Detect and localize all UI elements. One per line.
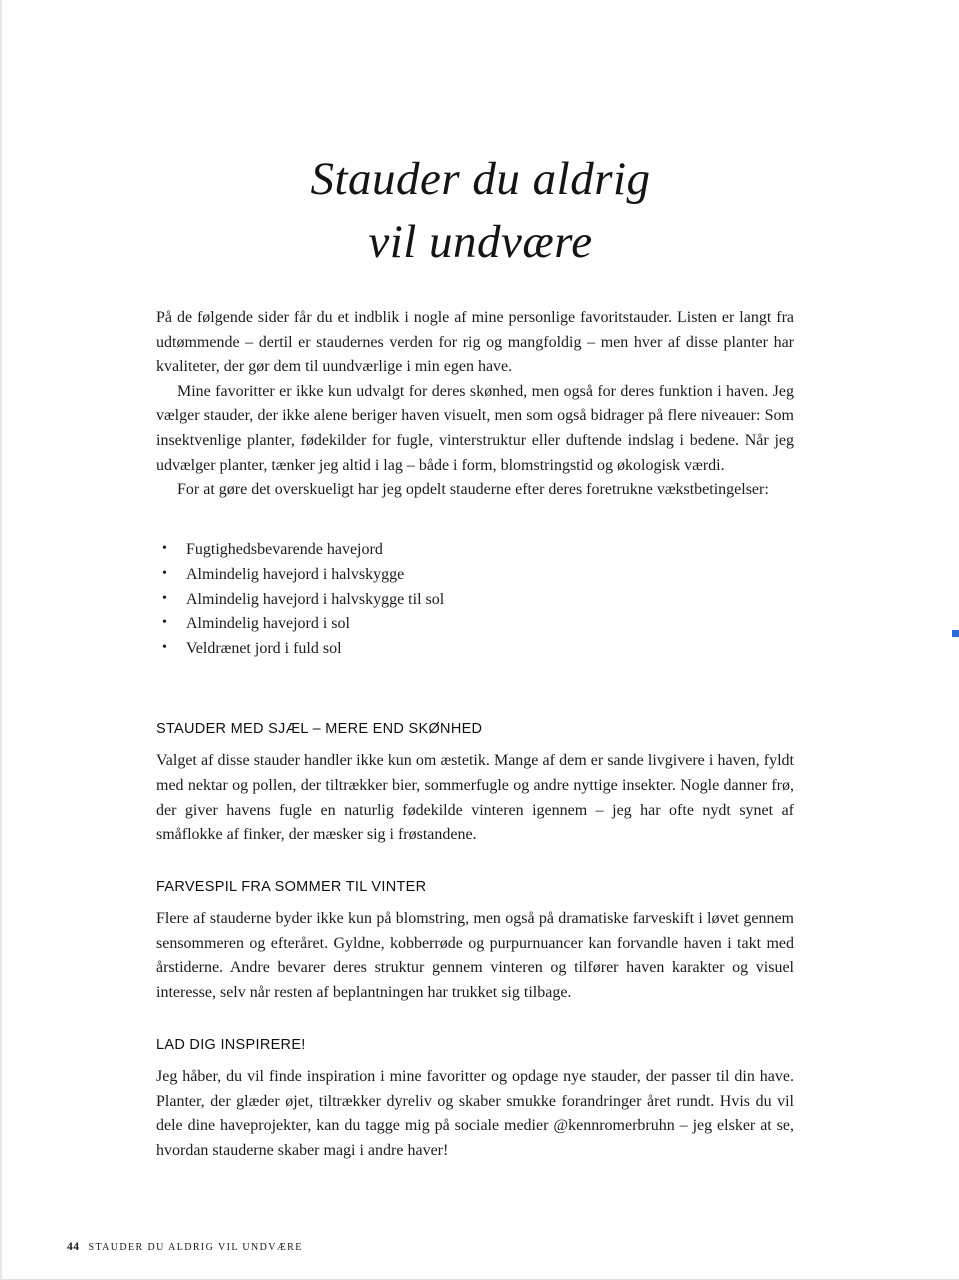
list-item: • Fugtighedsbevarende havejord [156, 538, 794, 563]
page-number: 44 [67, 1241, 80, 1253]
page-title [2, 148, 959, 274]
running-title: STAUDER DU ALDRIG VIL UNDVÆRE [88, 1242, 303, 1253]
list-item: • Almindelig havejord i sol [156, 612, 794, 637]
section-body: Jeg håber, du vil finde inspiration i mine favoritter og opdage nye stauder, der passer til din have. Planter, der glæder øjet, tiltrækker dyreliv og skaber smukke forandringer året rundt. Hvis du vil dele dine haveprojekter, kan du tagge mig på sociale medier @kennromerbruhn – jeg elsker at se, hvordan stauderne skaber magi i andre haver! [156, 1067, 794, 1159]
page-title-line-2: vil undvære [368, 215, 593, 268]
section-heading: STAUDER MED SJÆL – MERE END SKØNHED [156, 720, 483, 737]
page-body [156, 306, 794, 1163]
section-stauder-med-sjael [156, 718, 794, 848]
intro-paragraph-3: For at gøre det overskueligt har jeg opdelt stauderne efter deres foretrukne vækstbetingelser: [177, 481, 769, 499]
section-lad-dig-inspirere [156, 1034, 794, 1164]
section-body: Flere af stauderne byder ikke kun på blomstring, men også på dramatiske farveskift i løvet gennem sensommeren og efteråret. Gyldne, kobberrøde og purpurnuancer kan forvandle haven i takt med årstiderne. Andre bevarer deres struktur gennem vinteren og tilfører haven karakter og visuel interesse, selv når resten af beplantningen har trukket sig tilbage. [156, 910, 794, 1001]
edge-marker [952, 630, 959, 637]
section-farvespil [156, 876, 794, 1006]
list-item: • Almindelig havejord i halvskygge til sol [156, 588, 794, 613]
page-footer [67, 1237, 303, 1255]
page-title-line-1: Stauder du aldrig [310, 153, 651, 205]
section-heading: LAD DIG INSPIRERE! [156, 1036, 306, 1053]
list-item: • Veldrænet jord i fuld sol [156, 637, 794, 662]
intro-paragraph-2: Mine favoritter er ikke kun udvalgt for deres skønhed, men også for deres funktion i haven. Jeg vælger stauder, der ikke alene beriger haven visuelt, men som også bidrager på flere niveauer: Som insektvenlige planter, fødekilder for fugle, vinterstruktur eller duftende indslag i bedene. Når jeg udvælger planter, tænker jeg altid i lag – både i form, blomstringstid og økologisk værdi. [156, 382, 794, 474]
section-body: Valget af disse stauder handler ikke kun om æstetik. Mange af dem er sande livgivere i haven, fyldt med nektar og pollen, der tiltrækker bier, sommerfugle og andre nyttige insekter. Nogle danner frø, der giver havens fugle en naturlig fødekilde vinteren igennem – jeg har ofte nydt synet af småflokke af finker, der mæsker sig i frøstandene. [156, 752, 794, 844]
list-item: • Almindelig havejord i halvskygge [156, 563, 794, 588]
growth-conditions-list [156, 538, 794, 662]
section-heading: FARVESPIL FRA SOMMER TIL VINTER [156, 878, 427, 895]
intro-paragraph-1: På de følgende sider får du et indblik i nogle af mine personlige favoritstauder. Listen er langt fra udtømmende – dertil er staudernes verden for rig og mangfoldig – men hver af disse planter har kvaliteter, der gør dem til uundværlige i min egen have. [156, 308, 794, 376]
